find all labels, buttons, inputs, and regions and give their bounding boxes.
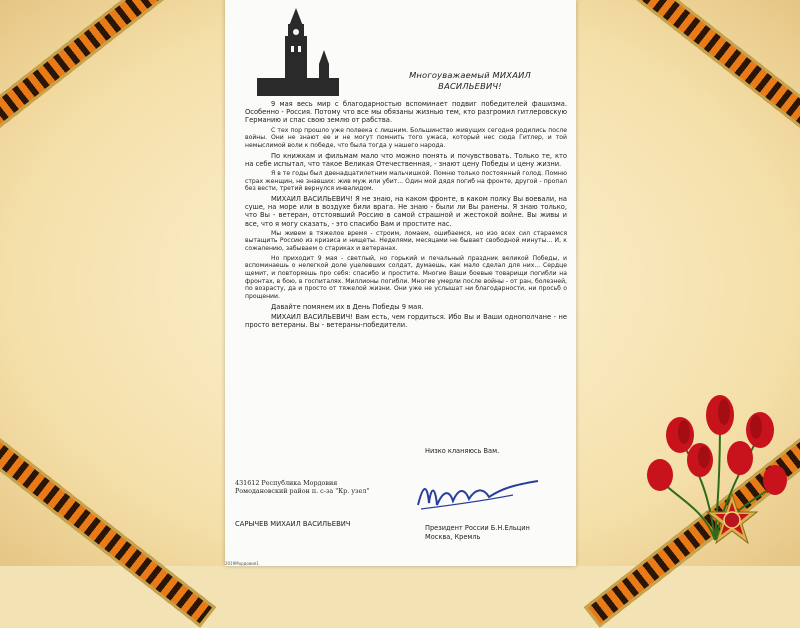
order-of-patriotic-war-icon [704,492,760,548]
letter-paragraph: Мы живем в тяжелое время - строим, ломаем, ошибаемся, но изо всех сил стараемся вытащить Россию из кризиса и нищеты. Неделями, месяцами не бывает свободной минуты... И, к сожалению, забываем о стариках и ветеранах. [245,229,567,253]
salutation [375,70,565,92]
letter-sheet [225,0,576,566]
recipient-address [235,479,369,495]
letter-paragraph: МИХАИЛ ВАСИЛЬЕВИЧ! Я не знаю, на каком фронте, в каком полку Вы воевали, на суше, на море или в воздухе били врага. Не знаю - были ли Вы ранены. Я знаю только, что Вы - ветеран, отстоявший Россию в самой страшной и жестокой войне. Вы живы и все, что я могу сказать, - это спасибо Вам и простите нас. [245,194,567,228]
letter-paragraph: Давайте помянем их в День Победы 9 мая. [271,302,424,311]
letter-paragraph: МИХАИЛ ВАСИЛЬЕВИЧ! Вам есть, чем гордиться. Ибо Вы и Ваши однополчане - не просто ветераны. Вы - ветераны-победители. [245,312,567,330]
letter-paragraph: По книжкам и фильмам мало что можно понять и почувствовать. Только те, кто на себе испытал, что такое Великая Отечественная, - знают цену Победы и цену жизни. [245,151,567,168]
letter-body [245,100,567,331]
st-george-ribbon-top-left [0,0,216,144]
closing-line: Низко кланяюсь Вам. [425,447,500,455]
address-line-2: Ромодановский район п. с-за "Кр. узел" [235,487,370,495]
footer-note: 2019Мордовия1 [225,561,259,566]
letter-paragraph: Я в те годы был двенадцатилетним мальчишкой. Помню только постоянный голод. Помню страх женщин, не знавших: жив муж или убит... Один мой дядя погиб на фронте, другой - пропал без вести, третий вернулся инвалидом. [245,169,567,193]
salutation-line-1: Многоуважаемый МИХАИЛ [409,70,531,80]
st-george-ribbon-top-right [584,0,800,144]
recipient-name: САРЫЧЕВ МИХАИЛ ВАСИЛЬЕВИЧ [235,520,351,528]
st-george-ribbon-bottom-left [0,422,216,627]
signer-title: Президент России Б.Н.Ельцин [425,524,530,532]
letter-paragraph: С тех пор прошло уже полвека с лишним. Большинство живущих сегодня родились после войны. Они не знают ее и не могут помнить того ужаса, который нес сюда Гитлер, и той немыслимой воли к победе, что была тогда у нашего народа. [245,126,567,149]
signer-place: Москва, Кремль [425,533,481,541]
signer-block [425,524,530,542]
kremlin-tower-icon [257,6,339,96]
signature-mark [413,475,543,515]
address-line-1: 431612 Республика Мордовия [235,479,338,487]
letter-paragraph: 9 мая весь мир с благодарностью вспоминает подвиг победителей фашизма. Особенно - Россия. Потому что все мы обязаны жизнью тем, кто разгромил гитлеровскую Германию и спас свою землю от рабства. [245,100,567,125]
letter-paragraph: Но приходит 9 мая - светлый, но горький и печальный праздник великой Победы, и вспоминаешь о нелегкой доле уцелевших солдат, думаешь, как мало сделал для них... Сердце щемит, и повторяешь про себя: спасибо и простите. Многие Ваши боевые товарищи погибли на фронтах, в бою, в госпиталях. Миллионы погибли. Многие умерли после войны - от ран, болезней, по возрасту, да и просто от тяжелой жизни. Они уже не услышат ни благодарности, ни просьб о прощении. [245,254,567,301]
salutation-line-2: ВАСИЛЬЕВИЧ! [438,81,502,91]
